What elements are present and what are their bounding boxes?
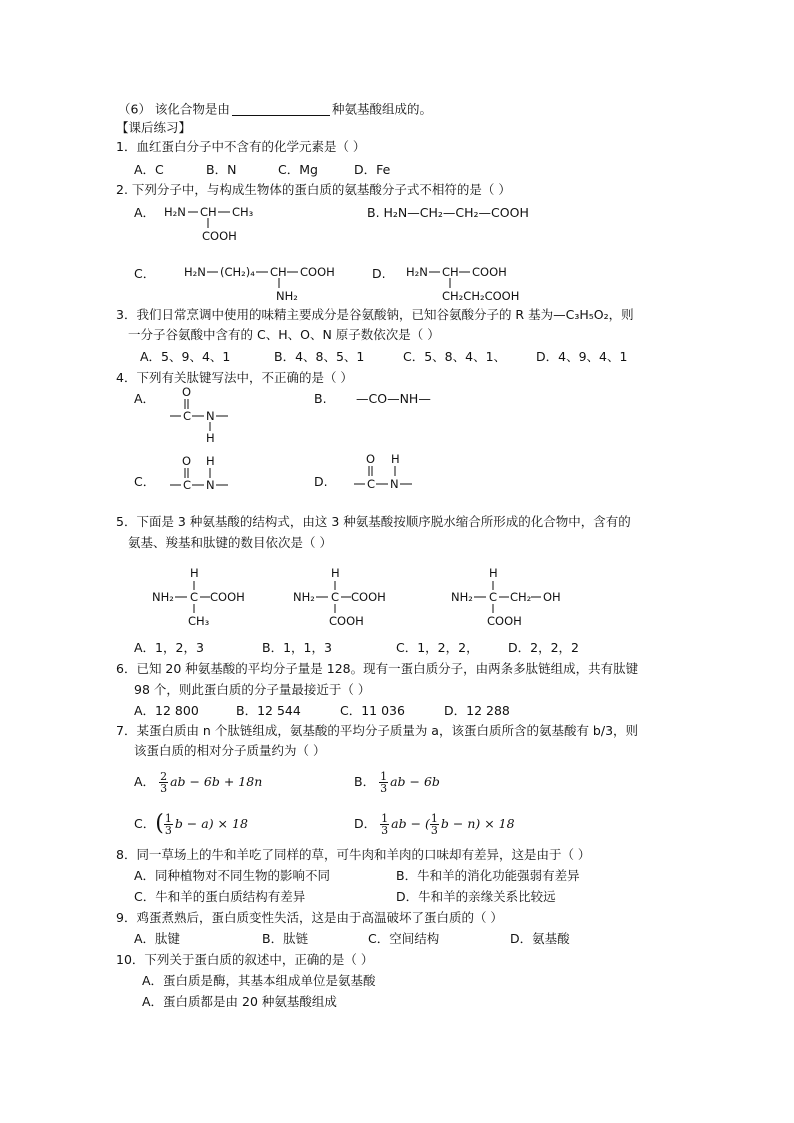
- q2-option-b: B. H₂N—CH₂—CH₂—COOH: [367, 205, 529, 220]
- q1-option-b: B．N: [206, 162, 237, 177]
- q2-option-d-label: D.: [372, 266, 386, 281]
- formula-text: CH: [442, 265, 459, 279]
- q4-structure-d: [350, 451, 420, 496]
- q4-structure-a: [168, 386, 238, 446]
- formula-text: C: [183, 409, 192, 423]
- q10-stem: 10．下列关于蛋白质的叙述中，正确的是（ ）: [116, 952, 374, 967]
- q5-structure-2: [291, 565, 401, 630]
- formula-text: COOH: [329, 614, 364, 628]
- q9-stem: 9．鸡蛋煮熟后，蛋白质变性失活，这是由于高温破坏了蛋白质的（ ）: [116, 910, 503, 925]
- q6-option-a: A．12 800: [134, 703, 199, 718]
- math-paren: (: [155, 811, 164, 836]
- denominator: 3: [430, 823, 438, 837]
- q6-prefix: （6） 该化合物是由: [118, 101, 230, 117]
- option-label: D．: [354, 815, 377, 831]
- denominator: 3: [160, 781, 168, 795]
- q7-stem-line2: 该蛋白质的相对分子质量约为（ ）: [134, 743, 326, 758]
- q9-option-d: D．氨基酸: [510, 931, 570, 946]
- q3-option-a: A．5、9、4、1: [140, 349, 231, 364]
- formula-text: COOH: [300, 265, 335, 279]
- q8-stem: 8．同一草场上的牛和羊吃了同样的草，可牛肉和羊肉的口味却有差异，这是由于（ ）: [116, 847, 591, 862]
- fraction: [159, 771, 168, 794]
- q9-option-a: A．肽键: [134, 931, 181, 946]
- formula-text: H₂N: [164, 205, 186, 219]
- q9-option-b: B．肽链: [262, 931, 309, 946]
- q6-option-c: C．11 036: [340, 703, 405, 718]
- formula-text: H: [489, 566, 498, 580]
- q4-option-a-label: A．: [134, 391, 156, 406]
- math-expression: ab − 6b + 18n: [170, 773, 263, 789]
- numerator: 1: [430, 811, 438, 825]
- q2-option-a-label: A．: [134, 205, 156, 220]
- q2-stem: 2. 下列分子中，与构成生物体的蛋白质的氨基酸分子式不相符的是（ ）: [116, 182, 511, 197]
- answer-blank[interactable]: [232, 103, 330, 116]
- q5-stem-line1: 5．下面是 3 种氨基酸的结构式，由这 3 种氨基酸按顺序脱水缩合所形成的化合物中，含有的: [116, 514, 631, 529]
- q6-option-b: B．12 544: [236, 703, 301, 718]
- formula-text: O: [366, 452, 376, 466]
- formula-text: COOH: [472, 265, 507, 279]
- formula-text: COOH: [202, 229, 237, 243]
- denominator: 3: [381, 823, 389, 837]
- option-label: B．: [354, 773, 376, 789]
- q7-stem-line1: 7．某蛋白质由 n 个肽链组成，氨基酸的平均分子质量为 a，该蛋白质所含的氨基酸有 b/3，则: [116, 723, 639, 738]
- q5-structure-1: [150, 565, 260, 630]
- math-expression: b − n) × 18: [440, 815, 515, 831]
- formula-text: H₂N: [184, 265, 206, 279]
- formula-text: H₂N: [406, 265, 428, 279]
- formula-text: CH₂: [510, 590, 532, 604]
- formula-text: NH₂: [451, 590, 473, 604]
- numerator: 1: [164, 811, 172, 825]
- q9-option-c: C．空间结构: [368, 931, 440, 946]
- formula-text: CH: [270, 265, 287, 279]
- q7-option-a: [134, 765, 262, 799]
- q10-option-2: A．蛋白质都是由 20 种氨基酸组成: [142, 994, 337, 1009]
- q7-option-c: [134, 807, 248, 841]
- formula-text: C: [489, 590, 498, 604]
- q2-structure-c: [180, 260, 350, 305]
- formula-text: H: [206, 454, 215, 468]
- formula-text: O: [182, 385, 192, 399]
- section-title: 【课后练习】: [116, 120, 192, 135]
- q4-option-d-label: D.: [314, 474, 328, 489]
- formula-text: H: [391, 452, 400, 466]
- numerator: 2: [160, 769, 168, 783]
- q5-stem-line2: 氨基、羧基和肽键的数目依次是（ ）: [128, 535, 332, 550]
- formula-text: H: [190, 566, 199, 580]
- q7-option-d: [354, 807, 515, 841]
- fraction: [379, 771, 388, 794]
- q3-stem-line2: 一分子谷氨酸中含有的 C、H、O、N 原子数依次是（ ）: [128, 327, 440, 342]
- numerator: 1: [381, 811, 389, 825]
- q2-structure-d: [402, 260, 542, 305]
- q8-option-b: B．牛和羊的消化功能强弱有差异: [396, 868, 580, 883]
- option-label: C．: [134, 815, 156, 831]
- formula-text: N: [390, 477, 399, 491]
- q3-stem-line1: 3．我们日常烹调中使用的味精主要成分是谷氨酸钠，已知谷氨酸分子的 R 基为—C₃H₅O₂，则: [116, 307, 634, 322]
- q1-stem: 1．血红蛋白分子中不含有的化学元素是（ ）: [116, 139, 366, 154]
- q4-structure-c: [168, 453, 238, 498]
- formula-text: CH₂CH₂COOH: [442, 289, 520, 303]
- q3-option-c: C．5、8、4、1、: [403, 349, 507, 364]
- formula-text: OH: [543, 590, 561, 604]
- formula-text: C: [367, 477, 376, 491]
- formula-text: NH₂: [276, 289, 298, 303]
- fraction: [380, 813, 389, 836]
- formula-text: NH₂: [293, 590, 315, 604]
- formula-text: CH₃: [188, 614, 210, 628]
- q5-structure-3: [449, 565, 579, 630]
- formula-text: O: [182, 454, 192, 468]
- q4-option-b: —CO—NH—: [356, 391, 431, 406]
- q4-option-b-label: B.: [314, 391, 327, 406]
- formula-text: CH₃: [232, 205, 254, 219]
- q6-option-d: D．12 288: [444, 703, 510, 718]
- q8-option-a: A．同种植物对不同生物的影响不同: [134, 868, 331, 883]
- math-expression: b − a) × 18: [174, 815, 248, 831]
- q3-option-d: D．4、9、4、1: [536, 349, 628, 364]
- q2-structure-a: [160, 200, 280, 245]
- q6-fill-line: [118, 103, 432, 116]
- q8-option-d: D．牛和羊的亲缘关系比较远: [396, 889, 556, 904]
- math-expression: ab − 6b: [390, 773, 440, 789]
- q5-option-b: B．1，1，3: [262, 640, 332, 655]
- q4-option-c-label: C．: [134, 474, 156, 489]
- q6-suffix: 种氨基酸组成的。: [331, 101, 432, 117]
- option-label: A．: [134, 773, 156, 789]
- q5-option-d: D．2，2，2: [508, 640, 579, 655]
- denominator: 3: [164, 823, 172, 837]
- formula-text: CH: [200, 205, 217, 219]
- q3-option-b: B．4、8、5、1: [274, 349, 365, 364]
- q5-option-a: A．1，2，3: [134, 640, 204, 655]
- math-expression: ab − (: [391, 815, 430, 831]
- fraction: [164, 813, 173, 836]
- formula-text: H: [331, 566, 340, 580]
- q1-option-c: C．Mg: [278, 162, 318, 177]
- formula-text: (CH₂)₄: [220, 265, 255, 279]
- fraction: [430, 813, 439, 836]
- formula-text: COOH: [351, 590, 386, 604]
- q6-stem-line2: 98 个，则此蛋白质的分子量最接近于（ ）: [134, 682, 371, 697]
- q7-option-b: [354, 765, 440, 799]
- numerator: 1: [380, 769, 388, 783]
- q1-option-a: A．C: [134, 162, 164, 177]
- denominator: 3: [380, 781, 388, 795]
- formula-text: NH₂: [152, 590, 174, 604]
- q2-option-c-label: C．: [134, 266, 156, 281]
- formula-text: C: [331, 590, 340, 604]
- q10-option-1: A．蛋白质是酶，其基本组成单位是氨基酸: [142, 973, 376, 988]
- formula-text: C: [183, 478, 192, 492]
- formula-text: N: [206, 409, 215, 423]
- q6-stem-line1: 6．已知 20 种氨基酸的平均分子量是 128。现有一蛋白质分子，由两条多肽链组成，共有肽键: [116, 661, 639, 676]
- formula-text: COOH: [210, 590, 245, 604]
- q1-option-d: D．Fe: [354, 162, 391, 177]
- formula-text: C: [190, 590, 199, 604]
- q8-option-c: C．牛和羊的蛋白质结构有差异: [134, 889, 306, 904]
- formula-text: H: [206, 431, 215, 445]
- q4-stem: 4．下列有关肽键写法中，不正确的是（ ）: [116, 370, 353, 385]
- q5-option-c: C．1，2，2，: [396, 640, 479, 655]
- formula-text: COOH: [487, 614, 522, 628]
- formula-text: N: [206, 478, 215, 492]
